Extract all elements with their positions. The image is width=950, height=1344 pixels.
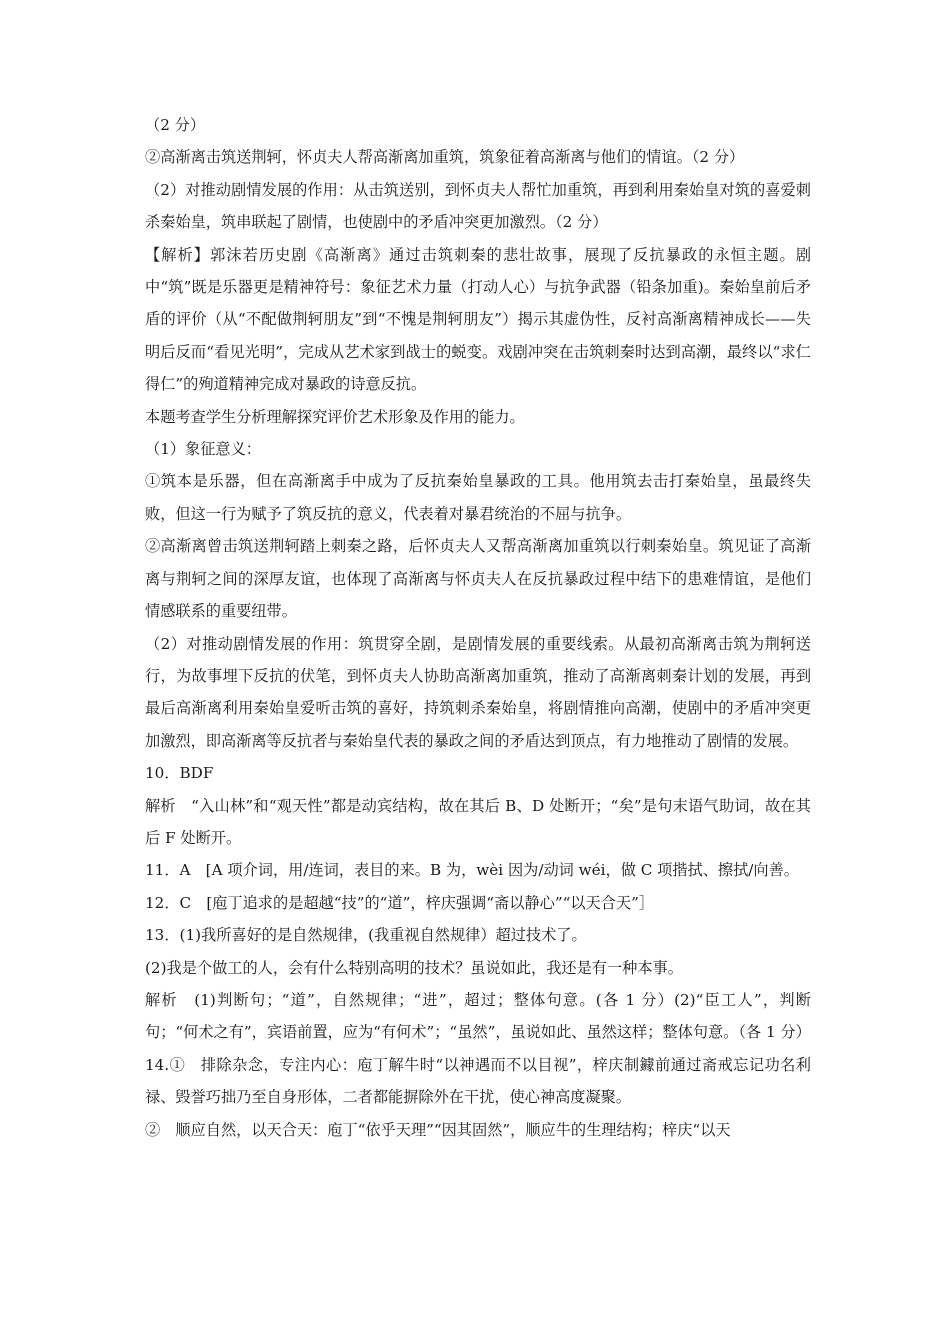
paragraph-ability-note: 本题考查学生分析理解探究评价艺术形象及作用的能力。 [145, 407, 525, 426]
paragraph-q14-2: ② 顺应自然，以天合天：庖丁“依乎天理”“因其固然”，顺应牛的生理结构；梓庆“以天 [145, 1120, 731, 1139]
document-page [145, 109, 811, 1146]
paragraph-answer-2: ②高渐离击筑送荆轲，怀贞夫人帮高渐离加重筑，筑象征着高渐离与他们的情谊。（2 分） [145, 148, 745, 167]
paragraph-q10-analysis: 解析 “入山林”和“观天性”都是动宾结构，故在其后 B、D 处断开；“矣”是句末语气助词，故在其后 F 处断开。 [145, 796, 811, 847]
paragraph-plot-development: （2）对推动剧情发展的作用：筑贯穿全剧，是剧情发展的重要线索。从最初高渐离击筑为荆轲送行，为故事埋下反抗的伏笔，到怀贞夫人协助高渐离加重筑，推动了高渐离刺秦计划的发展，再到最后高渐离利用秦始皇爱听击筑的喜好，持筑刺杀秦始皇，将剧情推向高潮，使剧中的矛盾冲突更加激烈，即高渐离等反抗者与秦始皇代表的暴政之间的矛盾达到顶点，有力地推动了剧情的发展。 [145, 634, 811, 750]
paragraph-q13-analysis: 解析 (1)判断句；“道”，自然规律；“进”，超过；整体句意。(各 1 分）(2)“臣工人”，判断句；“何术之有”，宾语前置，应为“有何术”；“虽然”，虽说如此、虽然这样；整体句意。（各 1 分） [145, 990, 811, 1042]
paragraph-q14-1: 14.① 排除杂念，专注内心：庖丁解牛时“以神遇而不以目视”，梓庆制鐻前通过斋戒忘记功名利禄、毁誉巧拙乃至自身形体，二者都能摒除外在干扰，使心神高度凝聚。 [145, 1055, 811, 1107]
paragraph-analysis: 【解析】郭沫若历史剧《高渐离》通过击筑刺秦的悲壮故事，展现了反抗暴政的永恒主题。剧中“筑”既是乐器更是精神符号：象征艺术力量（打动人心）与抗争武器（铅条加重)。秦始皇前后矛盾的评价（从“不配做荆轲朋友”到“不愧是荆轲朋友”）揭示其虚伪性，反衬高渐离精神成长——失明后反而“看见光明”，完成从艺术家到战士的蜕变。戏剧冲突在击筑刺秦时达到高潮，最终以“求仁得仁”的殉道精神完成对暴政的诗意反抗。 [145, 245, 811, 394]
paragraph-score-note: （2 分） [145, 116, 206, 134]
paragraph-q10: 10．BDF [145, 764, 214, 783]
paragraph-symbolic-2: ②高渐离曾击筑送荆轲踏上刺秦之路，后怀贞夫人又帮高渐离加重筑以行刺秦始皇。筑见证了高渐离与荆轲之间的深厚友谊，也体现了高渐离与怀贞夫人在反抗暴政过程中结下的患难情谊，是他们情感联系的重要纽带。 [145, 537, 811, 621]
paragraph-symbolic-1: ①筑本是乐器，但在高渐离手中成为了反抗秦始皇暴政的工具。他用筑去击打秦始皇，虽最终失败，但这一行为赋予了筑反抗的意义，代表着对暴君统治的不屈与抗争。 [145, 472, 811, 523]
paragraph-q12: 12．C [庖丁追求的是超越“技”的“道”，梓庆强调“斋以静心”“以天合天”］ [145, 893, 655, 912]
paragraph-q11: 11．A [A 项介词，用/连词，表目的来。B 为，wèi 因为/动词 wéi，做 C 项揩拭、擦拭/向善。 [145, 861, 799, 880]
paragraph-q13-1: 13．(1)我所喜好的是自然规律，(我重视自然规律）超过技术了。 [145, 926, 587, 945]
paragraph-q13-2: (2)我是个做工的人，会有什么特别高明的技术？虽说如此，我还是有一种本事。 [145, 958, 683, 977]
paragraph-symbolic-meaning-heading: （1）象征意义： [145, 440, 261, 459]
paragraph-plot-effect: （2）对推动剧情发展的作用：从击筑送别，到怀贞夫人帮忙加重筑，再到利用秦始皇对筑的喜爱刺杀秦始皇，筑串联起了剧情，也使剧中的矛盾冲突更加激烈。（2 分） [145, 180, 811, 232]
